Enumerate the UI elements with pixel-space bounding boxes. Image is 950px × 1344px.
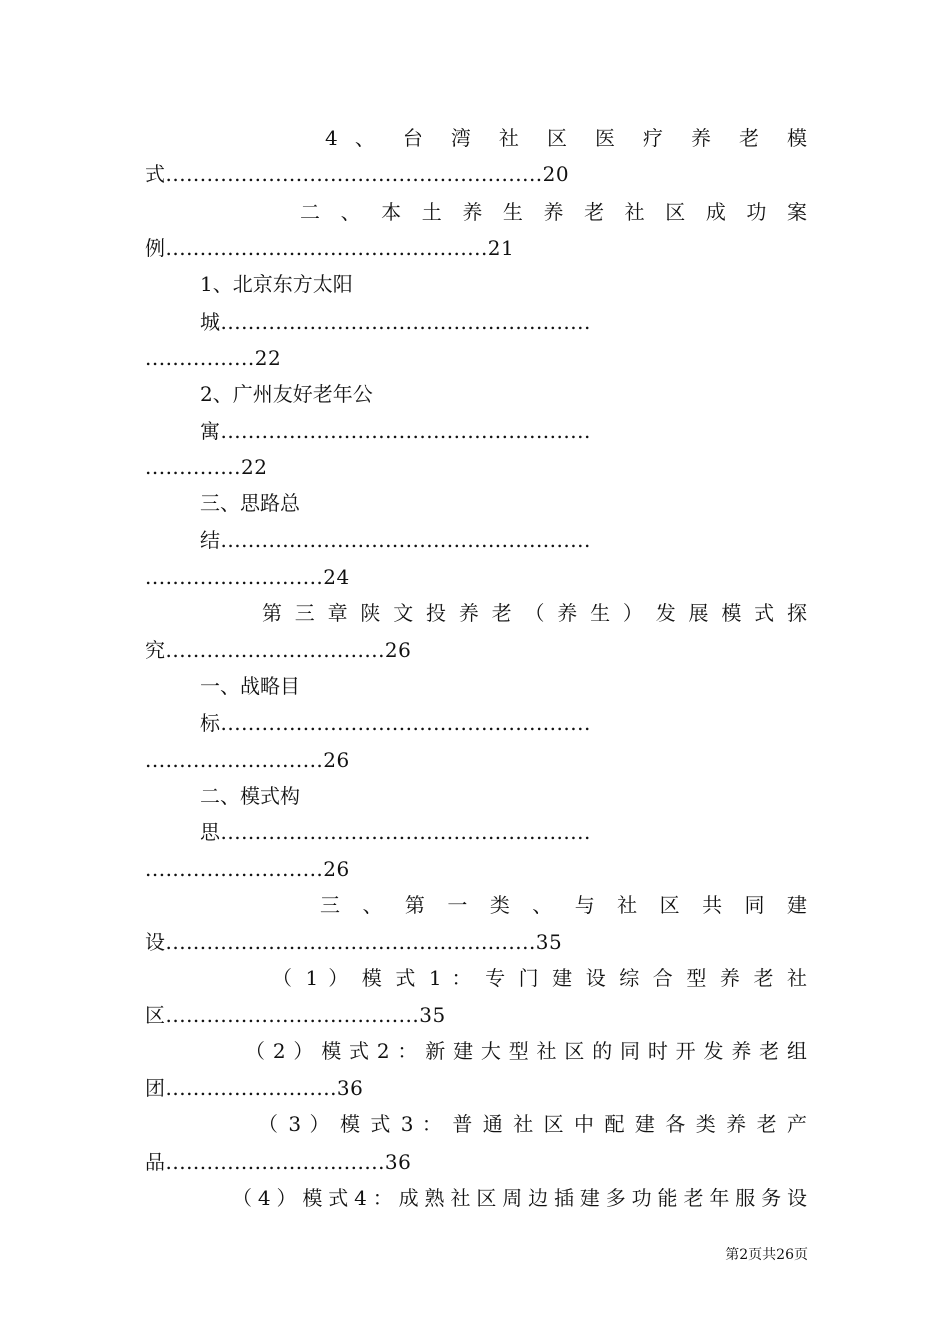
page-number-footer: 第2页共26页	[725, 1247, 808, 1263]
toc-entry-heading: 三 、 第 一 类 、 与 社 区 共 同 建	[320, 893, 807, 917]
toc-entry-heading: 一、战略目	[200, 674, 300, 698]
toc-entry-heading: 4 、 台 湾 社 区 医 疗 养 老 模	[325, 126, 807, 150]
toc-entry-leader: ................22	[145, 346, 282, 370]
toc-entry-heading: （ 3 ） 模 式 3 ： 普 通 社 区 中 配 建 各 类 养 老 产	[258, 1112, 807, 1136]
toc-entry-leader: 区.....................................35	[145, 1003, 446, 1027]
toc-entry-heading: 第 三 章 陕 文 投 养 老 （ 养 生 ） 发 展 模 式 探	[262, 601, 807, 625]
toc-entry-leader: 例...............................................21	[145, 236, 515, 260]
toc-entry-leader: ..........................26	[145, 857, 350, 881]
toc-entry-leader: 结......................................................	[200, 528, 591, 552]
toc-entry-leader: 标......................................................	[200, 711, 591, 735]
toc-entry-heading: 三、思路总	[200, 491, 300, 515]
toc-entry-heading: 二、模式构	[200, 784, 300, 808]
toc-entry-heading: （2）模式2：新建大型社区的同时开发养老组	[245, 1039, 807, 1063]
toc-entry-leader: 思......................................................	[200, 820, 591, 844]
toc-entry-heading: 二 、 本 土 养 生 养 老 社 区 成 功 案	[300, 200, 807, 224]
toc-entry-leader: ..............22	[145, 455, 268, 479]
toc-entry-heading: 2、广州友好老年公	[200, 382, 373, 406]
toc-entry-leader: 城......................................................	[200, 310, 591, 334]
toc-entry-leader: ..........................26	[145, 748, 350, 772]
toc-entry-leader: 设......................................................35	[145, 930, 563, 954]
toc-entry-leader: 究................................26	[145, 638, 412, 662]
toc-entry-leader: ..........................24	[145, 565, 350, 589]
toc-entry-heading: 1、北京东方太阳	[200, 272, 353, 296]
toc-entry-leader: 团.........................36	[145, 1076, 364, 1100]
toc-entry-leader: 寓......................................................	[200, 419, 591, 443]
toc-entry-leader: 式.......................................................20	[145, 162, 570, 186]
toc-entry-leader: 品................................36	[145, 1150, 412, 1174]
toc-entry-heading: （ 1 ） 模 式 1 ： 专 门 建 设 综 合 型 养 老 社	[272, 966, 807, 990]
toc-entry-heading: （4）模式4：成熟社区周边插建多功能老年服务设	[232, 1186, 807, 1210]
